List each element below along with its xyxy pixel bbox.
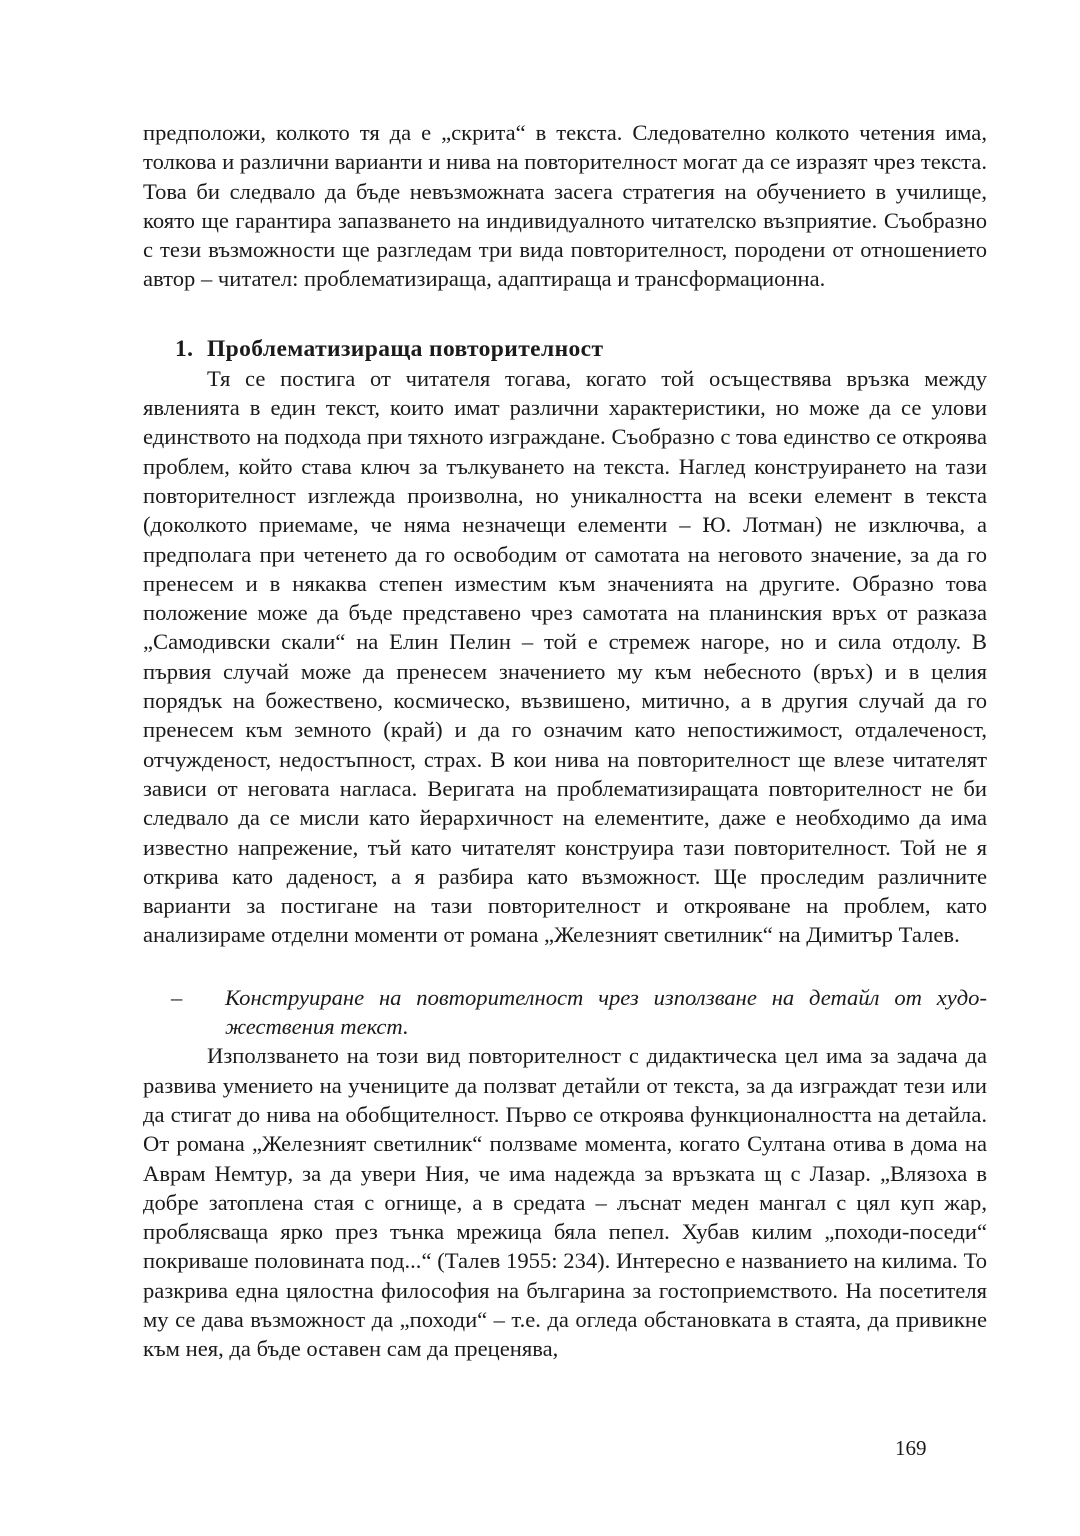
subsection-paragraph: Използването на този вид повторителност с дидактическа цел има за задача да развива умението на учениците да ползват детайли от текста, за да изграждат тези или да стигат до нива на обобщителност. Първо се откроява функционалността на детайла. От романа „Железният светилник“ ползваме момента, когато Султана отива в дома на Аврам Немтур, за да увери Ния, че има надежда за връзката щ с Лазар. „Влязоха в добре затоплена стая с огнище, а в средата – лъснат меден мангал с цял куп жар, проблясваща ярко през тънка мрежица бяла пепел. Хубав килим „походи-поседи“ покриваше половината под...“ (Талев 1955: 234). Интересно е названието на килима. То разкрива една цялостна философия на българина за гостоприемството. На посетителя му се дава възможност да „походи“ – т.е. да огледа обстановката в стаята, да привикне към нея, да бъде оставен сам да преценява,: [143, 1043, 987, 1362]
subsection-heading: [143, 983, 987, 1042]
section-paragraph: Тя се постига от читателя тогава, когато той осъществява връзка между явленията в един текст, които имат различни характеристики, но може да се улови единството на подхода при тяхното изграждане. Съобразно с това единство се откроява проблем, който става ключ за тълкуването на текста. Наглед конструирането на тази повторителност изглежда произволна, но уникалността на всеки елемент в текста (доколкото приемаме, че няма незначещи елементи – Ю. Лотман) не изключва, а предполага при четенето да го освободим от самотата на неговото значение, за да го пренесем и в някаква степен изместим към значенията на другите. Образно това положение може да бъде представено чрез самотата на планинския връх от разказа „Самодивски скали“ на Елин Пелин – той е стремеж нагоре, но и сила отдолу. В първия случай може да пренесем значението му към небесното (връх) и в целия порядък на божествено, космическо, възвишено, митично, а в другия случай да го пренесем към земното (край) и да го означим като непостижимост, отдалеченост, отчужденост, недостъпност, страх. В кои нива на повторителност ще влезе читателят зависи от неговата нагласа. Веригата на проблематизиращата повторителност не би следвало да се мисли като йерархичност на елементите, даже е необходимо да има известно напрежение, тъй като читателят конструира тази повторителност. Той не я открива като даденост, а я разбира като възможност. Ще проследим различните варианти за постигане на тази повторителност и открояване на проблем, като анализираме отделни моменти от романа „Железният светилник“ на Димитър Талев.: [143, 365, 987, 948]
section-number: 1.: [175, 335, 194, 362]
intro-paragraph: предположи, колкото тя да е „скрита“ в текста. Следователно колкото четения има, толкова и различни варианти и нива на повторителност могат да се изразят чрез текста. Това би следвало да бъде невъзможната засега стратегия на обучението в училище, която ще гарантира запазването на индивидуалното читателско възприятие. Съобразно с тези възможности ще разгледам три вида повторителност, породени от отношението автор – читател: проблематизираща, адаптираща и трансформационна.: [143, 120, 987, 292]
page-body: [143, 118, 987, 1364]
subsection-dash: –: [171, 984, 183, 1010]
page-number: 169: [895, 1436, 927, 1460]
spacer: [143, 294, 987, 335]
section-heading: [175, 335, 987, 364]
spacer: [143, 950, 987, 983]
subsection-title: Конструиране на повторителност чрез използване на детайл от художествения текст.: [225, 984, 987, 1040]
section-title: Проблематизираща повторителност: [207, 335, 604, 362]
